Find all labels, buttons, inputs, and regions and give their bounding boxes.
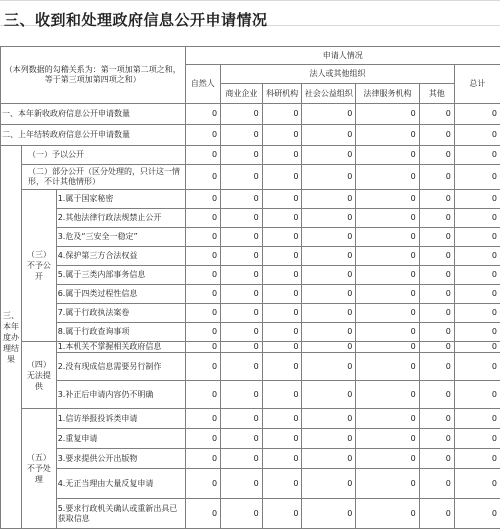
row-label: 6.属于四类过程性信息 <box>56 285 185 304</box>
value-cell: 0 <box>262 266 302 285</box>
row-label: 2.重复申请 <box>56 429 185 449</box>
value-cell: 0 <box>221 146 263 165</box>
value-cell: 0 <box>302 499 356 529</box>
value-cell: 0 <box>262 449 302 469</box>
value-cell: 0 <box>262 469 302 499</box>
value-cell: 0 <box>454 469 500 499</box>
value-cell: 0 <box>185 228 221 247</box>
value-cell: 0 <box>454 353 500 381</box>
value-cell: 0 <box>454 304 500 323</box>
value-cell: 0 <box>221 323 263 342</box>
value-cell: 0 <box>262 353 302 381</box>
table-row <box>1 381 500 409</box>
value-cell: 0 <box>185 304 221 323</box>
org-col-header: 科研机构 <box>262 84 302 104</box>
value-cell: 0 <box>221 499 263 529</box>
table-row <box>1 146 500 165</box>
row-label: 一、本年新收政府信息公开申请数量 <box>1 104 186 125</box>
value-cell: 0 <box>454 165 500 190</box>
value-cell: 0 <box>419 499 454 529</box>
value-cell: 0 <box>356 353 419 381</box>
table-row <box>1 125 500 146</box>
value-cell: 0 <box>454 247 500 266</box>
value-cell: 0 <box>454 190 500 209</box>
value-cell: 0 <box>262 146 302 165</box>
note-cell: （本列数据的勾稽关系为：第一项加第二项之和，等于第三项加第四项之和） <box>1 47 186 104</box>
value-cell: 0 <box>419 304 454 323</box>
value-cell: 0 <box>262 247 302 266</box>
value-cell: 0 <box>185 165 221 190</box>
row-label: 3.危及“三安全一稳定” <box>56 228 185 247</box>
value-cell: 0 <box>221 104 263 125</box>
value-cell: 0 <box>419 353 454 381</box>
value-cell: 0 <box>356 469 419 499</box>
value-cell: 0 <box>419 165 454 190</box>
value-cell: 0 <box>262 104 302 125</box>
value-cell: 0 <box>419 146 454 165</box>
value-cell: 0 <box>356 125 419 146</box>
row-label: 8.属于行政查询事项 <box>56 323 185 342</box>
group-not-processed: （五）不予处理 <box>22 409 57 529</box>
row-label: 4.无正当理由大量反复申请 <box>56 469 185 499</box>
value-cell: 0 <box>302 409 356 429</box>
table-row <box>1 323 500 342</box>
value-cell: 0 <box>419 469 454 499</box>
table-row <box>1 499 500 529</box>
value-cell: 0 <box>454 381 500 409</box>
org-col-header: 社会公益组织 <box>302 84 356 104</box>
row-label: （二）部分公开（区分处理的，只计这一情形，不计其他情形） <box>22 165 186 190</box>
value-cell: 0 <box>185 499 221 529</box>
value-cell: 0 <box>302 304 356 323</box>
legal-org-header: 法人或其他组织 <box>221 65 455 84</box>
value-cell: 0 <box>419 104 454 125</box>
value-cell: 0 <box>356 323 419 342</box>
value-cell: 0 <box>356 285 419 304</box>
total-header: 总计 <box>454 65 500 104</box>
value-cell: 0 <box>185 409 221 429</box>
value-cell: 0 <box>185 381 221 409</box>
table-row <box>1 190 500 209</box>
row-label: （一）予以公开 <box>22 146 186 165</box>
value-cell: 0 <box>302 165 356 190</box>
value-cell: 0 <box>185 146 221 165</box>
value-cell: 0 <box>221 165 263 190</box>
table-row <box>1 165 500 190</box>
value-cell: 0 <box>262 381 302 409</box>
value-cell: 0 <box>221 449 263 469</box>
value-cell: 0 <box>302 146 356 165</box>
value-cell: 0 <box>356 342 419 353</box>
row-label: 5.要求行政机关确认或重新出具已获取信息 <box>56 499 185 529</box>
table-row <box>1 469 500 499</box>
value-cell: 0 <box>356 247 419 266</box>
row-label: 3.补正后申请内容仍不明确 <box>56 381 185 409</box>
value-cell: 0 <box>419 209 454 228</box>
applicant-header: 申请人情况 <box>185 47 500 65</box>
value-cell: 0 <box>185 449 221 469</box>
value-cell: 0 <box>356 228 419 247</box>
value-cell: 0 <box>262 304 302 323</box>
value-cell: 0 <box>185 353 221 381</box>
value-cell: 0 <box>262 499 302 529</box>
value-cell: 0 <box>185 285 221 304</box>
value-cell: 0 <box>419 323 454 342</box>
table-row <box>1 247 500 266</box>
row-label: 5.属于三类内部事务信息 <box>56 266 185 285</box>
row-label: 7.属于行政执法案卷 <box>56 304 185 323</box>
value-cell: 0 <box>302 469 356 499</box>
table-row <box>1 409 500 429</box>
value-cell: 0 <box>419 190 454 209</box>
value-cell: 0 <box>185 323 221 342</box>
value-cell: 0 <box>221 342 263 353</box>
value-cell: 0 <box>356 304 419 323</box>
value-cell: 0 <box>356 381 419 409</box>
row-label: 1.本机关不掌握相关政府信息 <box>56 342 185 353</box>
value-cell: 0 <box>262 429 302 449</box>
value-cell: 0 <box>454 499 500 529</box>
value-cell: 0 <box>454 429 500 449</box>
value-cell: 0 <box>185 342 221 353</box>
value-cell: 0 <box>302 125 356 146</box>
value-cell: 0 <box>302 247 356 266</box>
value-cell: 0 <box>419 247 454 266</box>
value-cell: 0 <box>185 247 221 266</box>
org-col-header: 法律服务机构 <box>356 84 419 104</box>
value-cell: 0 <box>302 266 356 285</box>
value-cell: 0 <box>454 449 500 469</box>
row-label: 二、上年结转政府信息公开申请数量 <box>1 125 186 146</box>
value-cell: 0 <box>262 285 302 304</box>
value-cell: 0 <box>221 285 263 304</box>
group-unable: （四）无法提供 <box>22 342 57 409</box>
value-cell: 0 <box>185 190 221 209</box>
value-cell: 0 <box>419 285 454 304</box>
value-cell: 0 <box>302 381 356 409</box>
row-label: 4.保护第三方合法权益 <box>56 247 185 266</box>
value-cell: 0 <box>302 342 356 353</box>
value-cell: 0 <box>262 209 302 228</box>
value-cell: 0 <box>221 381 263 409</box>
value-cell: 0 <box>185 104 221 125</box>
value-cell: 0 <box>221 228 263 247</box>
natural-person-header: 自然人 <box>185 65 221 104</box>
value-cell: 0 <box>454 285 500 304</box>
value-cell: 0 <box>221 469 263 499</box>
value-cell: 0 <box>419 342 454 353</box>
value-cell: 0 <box>262 323 302 342</box>
value-cell: 0 <box>356 165 419 190</box>
value-cell: 0 <box>356 146 419 165</box>
value-cell: 0 <box>185 266 221 285</box>
value-cell: 0 <box>356 409 419 429</box>
table-row <box>1 449 500 469</box>
value-cell: 0 <box>262 190 302 209</box>
value-cell: 0 <box>185 209 221 228</box>
row-label: 3.要求提供公开出版物 <box>56 449 185 469</box>
table-row <box>1 304 500 323</box>
table-row <box>1 429 500 449</box>
value-cell: 0 <box>221 304 263 323</box>
value-cell: 0 <box>302 353 356 381</box>
row-label: 1.信访举报投诉类申请 <box>56 409 185 429</box>
value-cell: 0 <box>419 381 454 409</box>
value-cell: 0 <box>419 266 454 285</box>
value-cell: 0 <box>419 409 454 429</box>
value-cell: 0 <box>356 449 419 469</box>
value-cell: 0 <box>262 342 302 353</box>
section3-label: 三、本年度办理结果 <box>1 146 22 529</box>
row-label: 2.没有现成信息需要另行制作 <box>56 353 185 381</box>
table-row <box>1 266 500 285</box>
value-cell: 0 <box>302 449 356 469</box>
table-row <box>1 353 500 381</box>
value-cell: 0 <box>302 285 356 304</box>
value-cell: 0 <box>262 409 302 429</box>
table-row <box>1 209 500 228</box>
table-row <box>1 342 500 353</box>
value-cell: 0 <box>454 146 500 165</box>
value-cell: 0 <box>221 353 263 381</box>
page-title: 三、收到和处理政府信息公开申请情况 <box>4 9 268 30</box>
value-cell: 0 <box>302 228 356 247</box>
value-cell: 0 <box>419 449 454 469</box>
row-label: 2.其他法律行政法规禁止公开 <box>56 209 185 228</box>
value-cell: 0 <box>302 190 356 209</box>
value-cell: 0 <box>185 125 221 146</box>
value-cell: 0 <box>454 409 500 429</box>
value-cell: 0 <box>221 209 263 228</box>
value-cell: 0 <box>454 228 500 247</box>
value-cell: 0 <box>221 125 263 146</box>
value-cell: 0 <box>262 165 302 190</box>
value-cell: 0 <box>454 323 500 342</box>
value-cell: 0 <box>356 266 419 285</box>
value-cell: 0 <box>302 323 356 342</box>
value-cell: 0 <box>454 342 500 353</box>
table-row <box>1 104 500 125</box>
value-cell: 0 <box>419 228 454 247</box>
value-cell: 0 <box>262 125 302 146</box>
value-cell: 0 <box>356 499 419 529</box>
value-cell: 0 <box>302 429 356 449</box>
group-not-disclosed: （三）不予公开 <box>22 190 57 342</box>
value-cell: 0 <box>356 429 419 449</box>
value-cell: 0 <box>356 209 419 228</box>
value-cell: 0 <box>185 469 221 499</box>
value-cell: 0 <box>221 247 263 266</box>
value-cell: 0 <box>302 104 356 125</box>
org-col-header: 商业企业 <box>221 84 263 104</box>
value-cell: 0 <box>221 409 263 429</box>
value-cell: 0 <box>356 104 419 125</box>
org-col-header: 其他 <box>419 84 454 104</box>
application-status-table <box>0 46 500 529</box>
value-cell: 0 <box>262 228 302 247</box>
value-cell: 0 <box>454 125 500 146</box>
value-cell: 0 <box>454 104 500 125</box>
value-cell: 0 <box>454 266 500 285</box>
value-cell: 0 <box>356 190 419 209</box>
table-row <box>1 228 500 247</box>
value-cell: 0 <box>185 429 221 449</box>
value-cell: 0 <box>454 209 500 228</box>
value-cell: 0 <box>419 429 454 449</box>
table-row <box>1 285 500 304</box>
value-cell: 0 <box>221 429 263 449</box>
value-cell: 0 <box>221 266 263 285</box>
value-cell: 0 <box>302 209 356 228</box>
value-cell: 0 <box>419 125 454 146</box>
row-label: 1.属于国家秘密 <box>56 190 185 209</box>
value-cell: 0 <box>221 190 263 209</box>
